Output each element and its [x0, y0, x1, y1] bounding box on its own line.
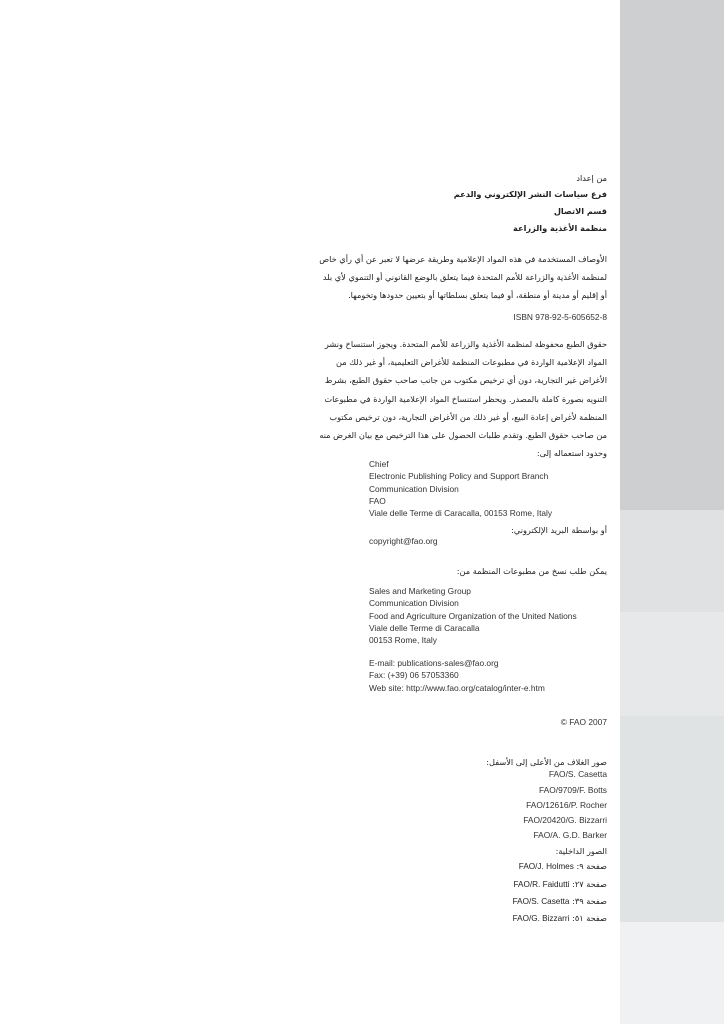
side-band-3 — [620, 612, 724, 716]
address-line: Viale delle Terme di Caracalla, 00153 Rome, Italy — [369, 508, 553, 519]
copyright-line: الأغراض غير التجارية، دون أي ترخيص مكتوب من جانب صاحب حقوق الطبع، بشرط — [324, 375, 607, 386]
address-line: 00153 Rome, Italy — [369, 635, 437, 646]
address-block-chief — [369, 458, 552, 519]
inner-credit-row — [513, 913, 607, 923]
isbn: ISBN 978-92-5-605652-8 — [513, 312, 607, 322]
page-number: صفحة ٣٩: — [572, 896, 607, 906]
address-line: Sales and Marketing Group — [369, 586, 471, 596]
inner-credit-row — [519, 861, 607, 871]
address-line: Electronic Publishing Policy and Support Branch — [369, 471, 549, 482]
address-line: Food and Agriculture Organization of the United Nations — [369, 610, 577, 621]
address-line: Communication Division — [369, 483, 459, 494]
copyright-paragraph — [267, 335, 607, 462]
address-line: Viale delle Terme di Caracalla — [369, 622, 480, 633]
copyright-line: وحدود استعماله إلى: — [536, 448, 607, 459]
prepared-by-label: من إعداد — [576, 173, 607, 183]
email-label: أو بواسطة البريد الإلكتروني: — [511, 525, 607, 535]
disclaimer-paragraph — [272, 250, 607, 305]
sales-email-link[interactable]: E-mail: publications-sales@fao.org — [369, 658, 499, 668]
contact-block — [369, 657, 545, 694]
prepared-by-line: قسم الاتصال — [553, 206, 607, 216]
inner-credit-row — [513, 879, 607, 889]
copyright-line: من صاحب حقوق الطبع. وتقدم طلبات الحصول على هذا الترخيص مع بيان الغرض منه — [319, 430, 607, 441]
address-line: Chief — [369, 459, 389, 469]
copyright-line: التنويه بصورة كاملة بالمصدر. ويحظر استنساخ المواد الإعلامية الواردة في مطبوعات — [324, 393, 607, 404]
side-band-2 — [620, 510, 724, 612]
page-number: صفحة ٩: — [576, 861, 607, 871]
prepared-by-line: منظمة الأغذية والزراعة — [513, 223, 607, 233]
cover-credit: FAO/9709/F. Botts — [539, 785, 607, 795]
page-number: صفحة ٥١: — [572, 913, 607, 923]
address-line: FAO — [369, 495, 386, 506]
inner-credits-label: الصور الداخلية: — [555, 846, 607, 856]
fax-number: Fax: (+39) 06 57053360 — [369, 670, 459, 681]
cover-credits-label: صور الغلاف من الأعلى إلى الأسفل: — [486, 757, 607, 767]
disclaimer-line: لمنظمة الأغذية والزراعة للأمم المتحدة فيما يتعلق بالوضع القانوني أو التنموي لأي بلد — [322, 272, 607, 283]
inner-credit-row — [513, 896, 607, 906]
address-line: Communication Division — [369, 598, 459, 609]
copies-label: يمكن طلب نسخ من مطبوعات المنظمة من: — [456, 566, 607, 576]
cover-credit: FAO/12616/P. Rocher — [526, 800, 607, 810]
prepared-by-line: فرع سياسات النشر الإلكتروني والدعم — [453, 189, 607, 199]
disclaimer-line: الأوصاف المستخدمة في هذه المواد الإعلامية وطريقة عرضها لا تعبر عن أي رأي خاص — [319, 254, 607, 264]
copyright-line: حقوق الطبع محفوظة لمنظمة الأغذية والزراعة للأمم المتحدة. ويجوز استنساخ ونشر — [324, 339, 607, 349]
side-band-4 — [620, 716, 724, 922]
photo-credit: FAO/G. Bizzarri — [512, 914, 570, 923]
side-band-1 — [620, 0, 724, 510]
copyright-year: © FAO 2007 — [560, 717, 607, 727]
photo-credit: FAO/J. Holmes — [518, 862, 574, 871]
photo-credit: FAO/S. Casetta — [512, 897, 570, 906]
copyright-email-link[interactable]: copyright@fao.org — [369, 536, 438, 546]
side-band-5 — [620, 922, 724, 1024]
photo-credit: FAO/R. Faidutti — [513, 880, 570, 889]
cover-credit: FAO/20420/G. Bizzarri — [523, 815, 607, 825]
website-link[interactable]: Web site: http://www.fao.org/catalog/inter-e.htm — [369, 682, 545, 693]
cover-credit: FAO/S. Casetta — [548, 769, 607, 779]
copyright-line: المواد الإعلامية الواردة في مطبوعات المنظمة للأغراض التعليمية، أو غير ذلك من — [336, 357, 607, 368]
address-block-sales — [369, 585, 577, 646]
disclaimer-line: أو إقليم أو مدينة أو منطقة، أو فيما يتعلق بسلطاتها أو بتعيين حدودها وتخومها. — [348, 290, 607, 301]
page-number: صفحة ٢٧: — [572, 879, 607, 889]
copyright-line: المنظمة لأغراض إعادة البيع، أو غير ذلك من الأغراض التجارية، دون ترخيص مكتوب — [329, 411, 607, 422]
cover-credit: FAO/A. G.D. Barker — [533, 830, 607, 840]
